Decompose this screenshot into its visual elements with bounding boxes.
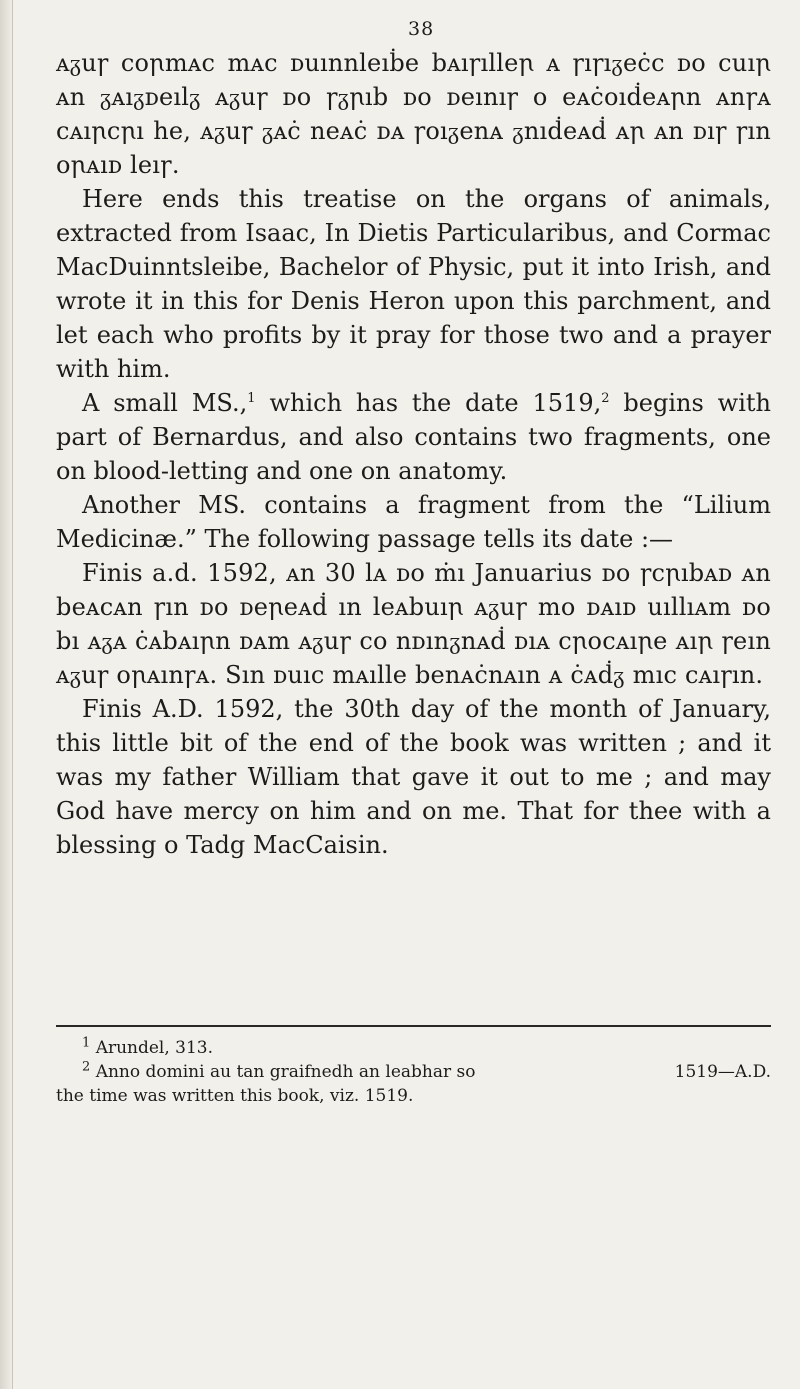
paragraph-lilium: Another MS. contains a fragment from the “Lilium Medicinæ.” The following passage tells its date :— bbox=[56, 491, 771, 553]
footnotes bbox=[56, 1036, 771, 1108]
body-text bbox=[56, 46, 771, 862]
irish-colophon-1: ᴀᵹuꞅ coꞃmᴀc mᴀc ᴅuınnleıḃe bᴀıꞅılleꞃ ᴀ ꞅıꞅıᵹeċc ᴅo cuıꞃ ᴀn ᵹᴀıᵹᴅeılᵹ ᴀᵹuꞅ ᴅo ꞅᵹꞃıb ᴅo ᴅeınıꞅ o eᴀċoıḋeᴀꞃn ᴀnꞅᴀ cᴀıꞃcꞃı he, ᴀᵹuꞅ ᵹᴀċ neᴀċ ᴅᴀ ꞅoıᵹenᴀ ᵹnıḋeᴀḋ ᴀꞃ ᴀn ᴅıꞅ ꞅın oꞃᴀıᴅ leıꞅ. bbox=[56, 49, 771, 179]
irish-colophon-2: Finis a.d. 1592, ᴀn 30 lᴀ ᴅo ṁı Januarius ᴅo ꞅcꞃıbᴀᴅ ᴀn beᴀcᴀn ꞅın ᴅo ᴅeꞃeᴀḋ ın leᴀbuıꞃ ᴀᵹuꞅ mo ᴅᴀıᴅ uıllıᴀm ᴅo bı ᴀᵹᴀ ċᴀbᴀıꞃn ᴅᴀm ᴀᵹuꞅ co nᴅınᵹnᴀḋ ᴅıᴀ cꞃocᴀıꞃe ᴀıꞃ ꞅeın ᴀᵹuꞅ oꞃᴀınꞅᴀ. Sın ᴅuıc mᴀılle benᴀċnᴀın ᴀ ċᴀḋᵹ mıc cᴀıꞅın. bbox=[56, 559, 771, 689]
paragraph-small-ms bbox=[56, 386, 771, 488]
english-translation-1: Here ends this treatise on the organs of animals, extracted from Isaac, In Dietis Particularibus, and Cormac MacDuinntsleibe, Bachelor of Physic, put it into Irish, and wrote it in this for Denis Heron upon this parchment, and let each who profits by it pray for those two and a prayer with him. bbox=[56, 185, 771, 383]
footnote-2-line2: the time was written this book, viz. 1519. bbox=[56, 1086, 414, 1106]
footnote-2-right: 1519—A.D. bbox=[674, 1062, 771, 1082]
footnote-ref-1: 1 bbox=[247, 391, 256, 406]
paragraph-small-ms-mid: which has the date 1519, bbox=[255, 389, 602, 417]
footnote-1 bbox=[56, 1036, 771, 1060]
paragraph-small-ms-start: A small MS., bbox=[82, 389, 248, 417]
footnote-rule bbox=[56, 1025, 771, 1027]
paragraph-small-ms-end: begins with part of Bernardus, and also contains two fragments, one on blood-letting and one on anatomy. bbox=[56, 389, 771, 485]
footnote-ref-2: 2 bbox=[601, 391, 610, 406]
footnote-2-text: Anno domini au tan graifnedh an leabhar so bbox=[95, 1062, 476, 1082]
footnote-2 bbox=[56, 1060, 771, 1084]
footnote-1-marker: 1 bbox=[82, 1035, 91, 1051]
footnote-1-text: Arundel, 313. bbox=[95, 1038, 214, 1058]
page-number: 38 bbox=[408, 18, 435, 40]
english-translation-2: Finis A.D. 1592, the 30th day of the month of January, this little bit of the end of the book was written ; and it was my father William that gave it out to me ; and may God have mercy on him and on me. That for thee with a blessing o Tadg MacCaisin. bbox=[56, 695, 771, 859]
page-binding-edge bbox=[0, 0, 13, 1389]
footnote-2-marker: 2 bbox=[82, 1059, 91, 1075]
